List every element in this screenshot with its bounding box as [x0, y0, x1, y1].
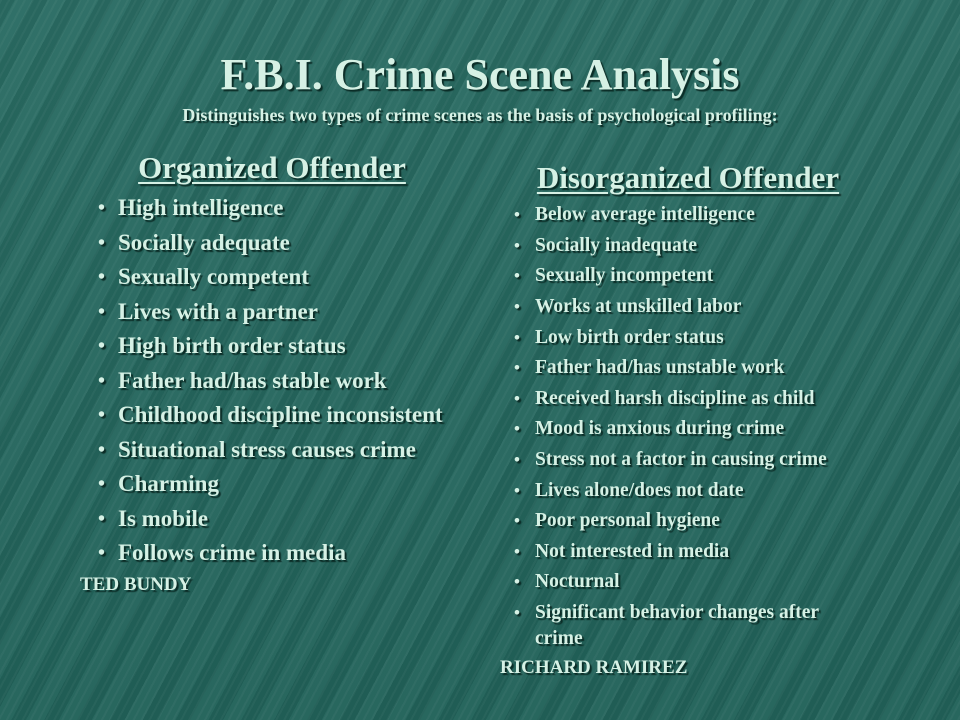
disorganized-trait-item: • Nocturnal [514, 567, 845, 598]
organized-traits-list [98, 191, 443, 571]
slide-title: F.B.I. Crime Scene Analysis [220, 50, 740, 99]
disorganized-trait-item: • Works at unskilled labor [514, 292, 845, 323]
organized-trait-item: • Socially adequate [98, 226, 443, 261]
disorganized-trait-item: • Significant behavior changes after crime [514, 598, 845, 655]
organized-trait-item: • High birth order status [98, 329, 443, 364]
organized-trait-item: • Situational stress causes crime [98, 433, 443, 468]
disorganized-trait-item: • Below average intelligence [514, 200, 845, 231]
organized-trait-item: • Follows crime in media [98, 536, 443, 571]
disorganized-trait-item: • Mood is anxious during crime [514, 414, 845, 445]
organized-trait-item: • Childhood discipline inconsistent [98, 398, 443, 433]
organized-offender-heading: Organized Offender [138, 150, 406, 185]
disorganized-trait-item: • Sexually incompetent [514, 261, 845, 292]
disorganized-trait-item: • Lives alone/does not date [514, 475, 845, 506]
disorganized-example-name: RICHARD RAMIREZ [500, 657, 688, 678]
organized-trait-item: • Is mobile [98, 502, 443, 537]
organized-example-name: TED BUNDY [80, 574, 192, 595]
organized-trait-item: • Lives with a partner [98, 295, 443, 330]
organized-trait-item: • High intelligence [98, 191, 443, 226]
organized-trait-item: • Father had/has stable work [98, 364, 443, 399]
disorganized-trait-item: • Low birth order status [514, 322, 845, 353]
slide-subtitle: Distinguishes two types of crime scenes as the basis of psychological profiling: [182, 105, 778, 125]
disorganized-offender-heading: Disorganized Offender [536, 160, 840, 195]
disorganized-traits-list [514, 200, 845, 654]
disorganized-trait-item: • Not interested in media [514, 537, 845, 568]
disorganized-trait-item: • Stress not a factor in causing crime [514, 445, 845, 476]
disorganized-trait-item: • Received harsh discipline as child [514, 384, 845, 415]
organized-trait-item: • Sexually competent [98, 260, 443, 295]
disorganized-trait-item: • Socially inadequate [514, 231, 845, 262]
disorganized-trait-item: • Father had/has unstable work [514, 353, 845, 384]
disorganized-trait-item: • Poor personal hygiene [514, 506, 845, 537]
organized-trait-item: • Charming [98, 467, 443, 502]
